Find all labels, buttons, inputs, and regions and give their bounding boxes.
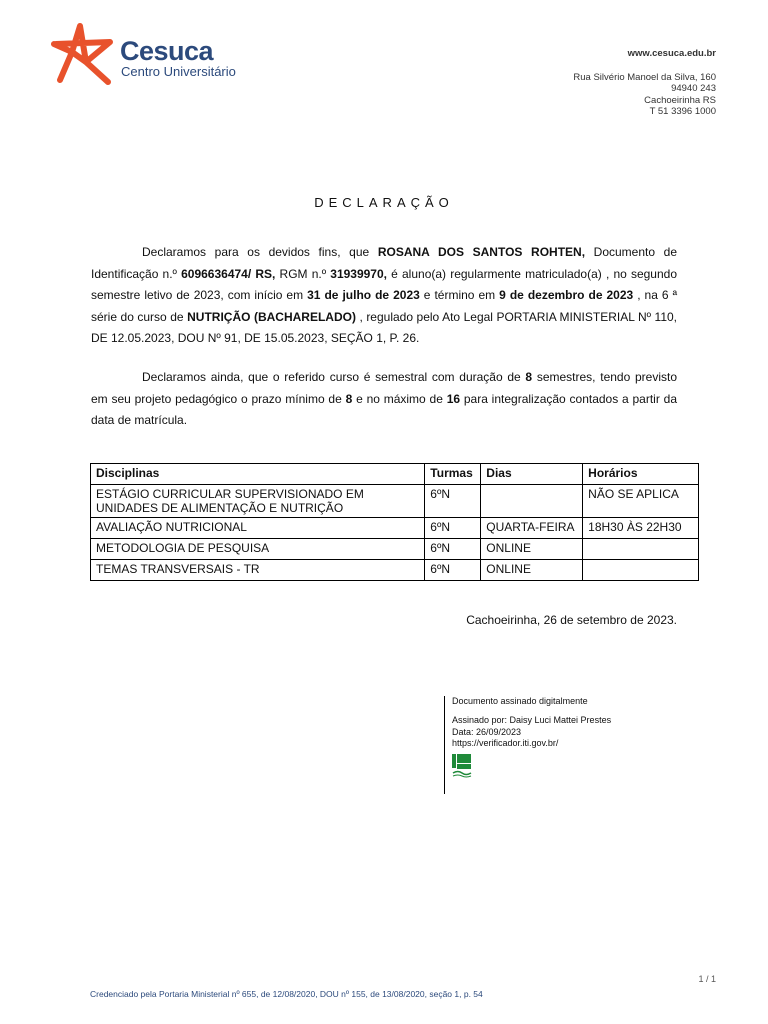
table-row [91, 560, 699, 581]
student-name: ROSANA DOS SANTOS ROHTEN, [377, 245, 586, 259]
signer-name: Assinado por: Daisy Luci Mattei Prestes [452, 715, 612, 726]
course-name: NUTRIÇÃO (BACHARELADO) [187, 309, 356, 324]
start-date: 31 de julho de 2023 [307, 288, 420, 302]
verifier-link[interactable]: https://verificador.iti.gov.br/ [452, 738, 559, 749]
cell-class: 6ºN [425, 560, 481, 581]
institution-contact [573, 48, 716, 118]
document-title: DECLARAÇÃO [314, 195, 454, 210]
cell-discipline: AVALIAÇÃO NUTRICIONAL [91, 518, 425, 539]
place-and-date: Cachoeirinha, 26 de setembro de 2023. [466, 613, 677, 627]
text: , regulado pelo Ato Legal PORTARIA MINISTERIAL Nº 110, DE 12.05.2023, DOU Nº 91, DE 15.05.2023, SEÇÃO 1, P. 26. [91, 309, 677, 345]
min-term-value: 8 [345, 391, 353, 406]
enrollment-paragraph [91, 242, 677, 350]
address-city: Cachoeirinha RS [644, 94, 716, 106]
table-row [91, 539, 699, 560]
course-duration-paragraph [91, 367, 677, 432]
footer-credential: Credenciado pela Portaria Ministerial nº 655, de 12/08/2020, DOU nº 155, de 13/08/2020, seção 1, p. 54 [90, 989, 483, 999]
text: RGM n.º [275, 266, 331, 281]
cell-time [583, 539, 699, 560]
brand-logo [50, 22, 260, 88]
max-term-value: 16 [446, 391, 461, 406]
phone-number: T 51 3396 1000 [649, 106, 716, 118]
page-number: 1 / 1 [698, 974, 716, 984]
duration-value: 8 [525, 370, 533, 384]
cell-day: ONLINE [481, 560, 583, 581]
signature-notice: Documento assinado digitalmente [452, 696, 588, 706]
cell-class: 6ºN [425, 485, 481, 518]
signature-date: Data: 26/09/2023 [452, 726, 522, 737]
digital-signature-block [444, 696, 611, 794]
column-header-times: Horários [583, 464, 699, 485]
text: Documento de Identificação n.º [91, 245, 677, 281]
table-row [91, 518, 699, 539]
rgm-number: 31939970, [330, 266, 387, 281]
cell-discipline: TEMAS TRANSVERSAIS - TR [91, 560, 425, 581]
star-logo-icon [50, 22, 114, 86]
end-date: 9 de dezembro de 2023 [499, 288, 634, 302]
cell-class: 6ºN [425, 518, 481, 539]
cell-day [481, 485, 583, 518]
address-street: Rua Silvério Manoel da Silva, 160 [573, 71, 716, 83]
column-header-disciplines: Disciplinas [91, 464, 425, 485]
text: , na 6 ª série do curso de [91, 288, 678, 324]
column-header-days: Dias [481, 464, 583, 485]
cell-class: 6ºN [425, 539, 481, 560]
text: e no máximo de [352, 391, 447, 406]
address-zip: 94940 243 [671, 83, 716, 95]
cell-discipline: ESTÁGIO CURRICULAR SUPERVISIONADO EM UNIDADES DE ALIMENTAÇÃO E NUTRIÇÃO [91, 485, 425, 518]
text: é aluno(a) regularmente matriculado(a) , no segundo semestre letivo de 2023, com início em [91, 266, 678, 302]
document-id: 6096636474/ RS, [181, 266, 276, 281]
text: e término em [419, 288, 500, 302]
text: Declaramos para os devidos fins, que [142, 245, 378, 259]
website-link[interactable]: www.cesuca.edu.br [627, 48, 716, 59]
cell-day: ONLINE [481, 539, 583, 560]
text: para integralização contados a partir da data de matrícula. [91, 391, 678, 427]
cell-day: QUARTA-FEIRA [481, 518, 583, 539]
cell-time: NÃO SE APLICA [583, 485, 699, 518]
brand-name: Cesuca [120, 36, 214, 66]
text: Declaramos ainda, que o referido curso é semestral com duração de [142, 370, 526, 384]
table-header-row [91, 464, 699, 485]
cell-time: 18H30 ÀS 22H30 [583, 518, 699, 539]
cell-discipline: METODOLOGIA DE PESQUISA [91, 539, 425, 560]
column-header-classes: Turmas [425, 464, 481, 485]
schedule-table [90, 463, 699, 581]
icp-brasil-seal-icon [452, 754, 472, 778]
table-row [91, 485, 699, 518]
cell-time [583, 560, 699, 581]
brand-subtitle: Centro Universitário [121, 64, 236, 79]
text: semestres, tendo previsto em seu projeto pedagógico o prazo mínimo de [91, 370, 677, 406]
